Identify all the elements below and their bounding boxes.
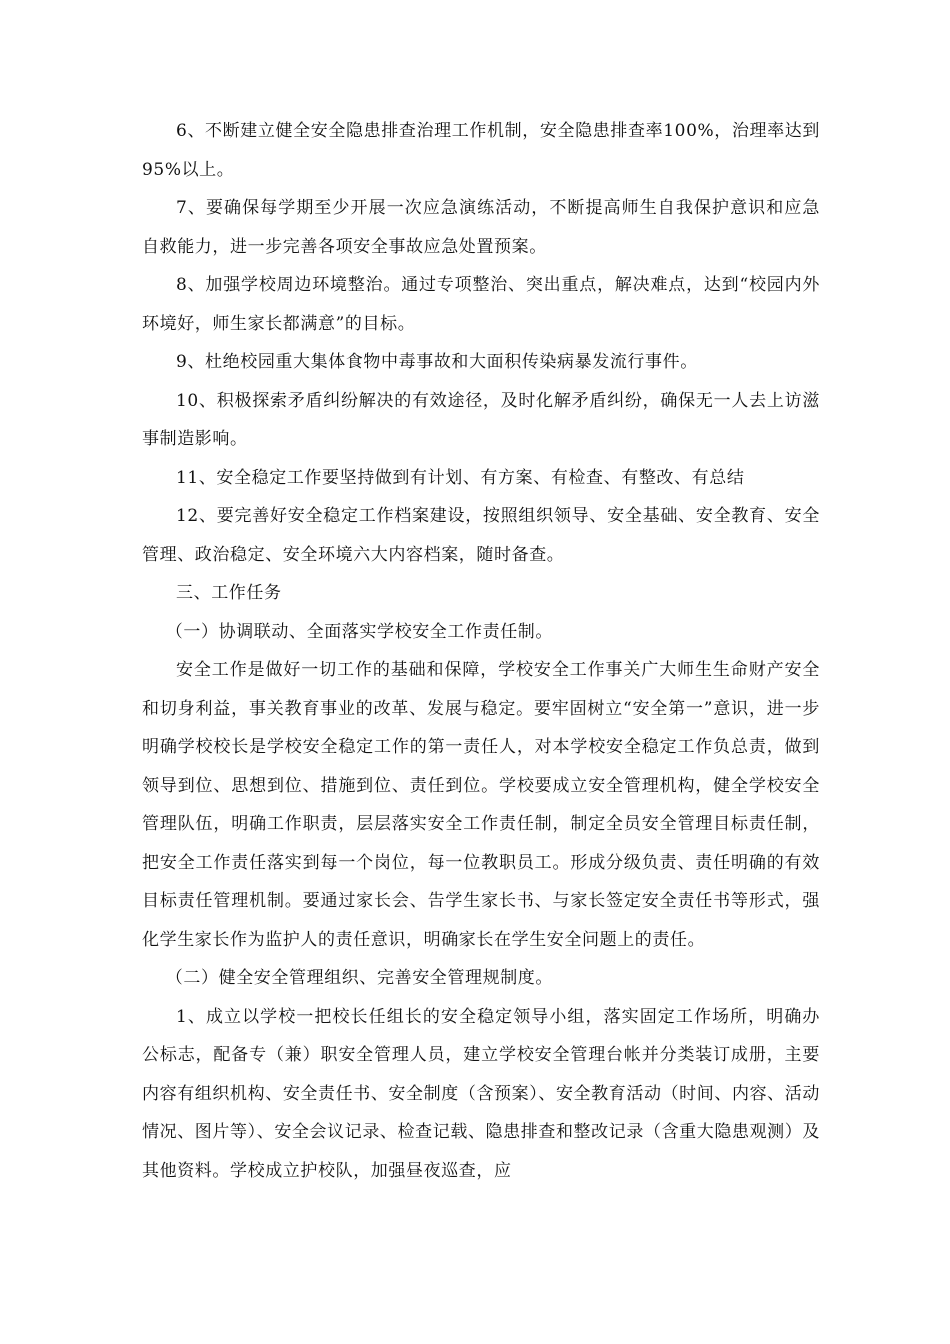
subsection-heading-1: （一）协调联动、全面落实学校安全工作责任制。 bbox=[165, 621, 553, 642]
paragraph-item-12: 12、要完善好安全稳定工作档案建设，按照组织领导、安全基础、安全教育、安全管理、政治稳定、安全环境六大内容档案，随时备查。 bbox=[142, 506, 820, 565]
paragraph-item-6: 6、不断建立健全安全隐患排查治理工作机制，安全隐患排查率100%，治理率达到95%以上。 bbox=[142, 121, 820, 180]
section-heading-work-tasks: 三、工作任务 bbox=[176, 583, 282, 603]
paragraph-item-10: 10、积极探索矛盾纠纷解决的有效途径，及时化解矛盾纠纷，确保无一人去上访滋事制造影响。 bbox=[142, 390, 820, 449]
paragraph-organization: 1、成立以学校一把校长任组长的安全稳定领导小组，落实固定工作场所，明确办公标志，配备专（兼）职安全管理人员，建立学校安全管理台帐并分类装订成册，主要内容有组织机构、安全责任书、安全制度（含预案）、安全教育活动（时间、内容、活动情况、图片等）、安全会议记录、检查记载、隐患排查和整改记录（含重大隐患观测）及其他资料。学校成立护校队，加强昼夜巡查，应 bbox=[142, 1006, 820, 1181]
paragraph-item-9: 9、杜绝校园重大集体食物中毒事故和大面积传染病暴发流行事件。 bbox=[176, 352, 698, 372]
paragraph-item-11: 11、安全稳定工作要坚持做到有计划、有方案、有检查、有整改、有总结 bbox=[176, 467, 745, 488]
paragraph-item-8: 8、加强学校周边环境整治。通过专项整治、突出重点，解决难点，达到“校园内外环境好，师生家长都满意”的目标。 bbox=[142, 275, 820, 334]
paragraph-item-7: 7、要确保每学期至少开展一次应急演练活动，不断提高师生自我保护意识和应急自救能力，进一步完善各项安全事故应急处置预案。 bbox=[142, 198, 820, 257]
subsection-heading-2: （二）健全安全管理组织、完善安全管理规制度。 bbox=[165, 968, 553, 988]
paragraph-responsibility: 安全工作是做好一切工作的基础和保障，学校安全工作事关广大师生生命财产安全和切身利益，事关教育事业的改革、发展与稳定。要牢固树立“安全第一”意识，进一步明确学校校长是学校安全稳定工作的第一责任人，对本学校安全稳定工作负总责，做到领导到位、思想到位、措施到位、责任到位。学校要成立安全管理机构，健全学校安全管理队伍，明确工作职责，层层落实安全工作责任制，制定全员安全管理目标责任制，把安全工作责任落实到每一个岗位，每一位教职员工。形成分级负责、责任明确的有效目标责任管理机制。要通过家长会、告学生家长书、与家长签定安全责任书等形式，强化学生家长作为监护人的责任意识，明确家长在学生安全问题上的责任。 bbox=[142, 660, 820, 950]
